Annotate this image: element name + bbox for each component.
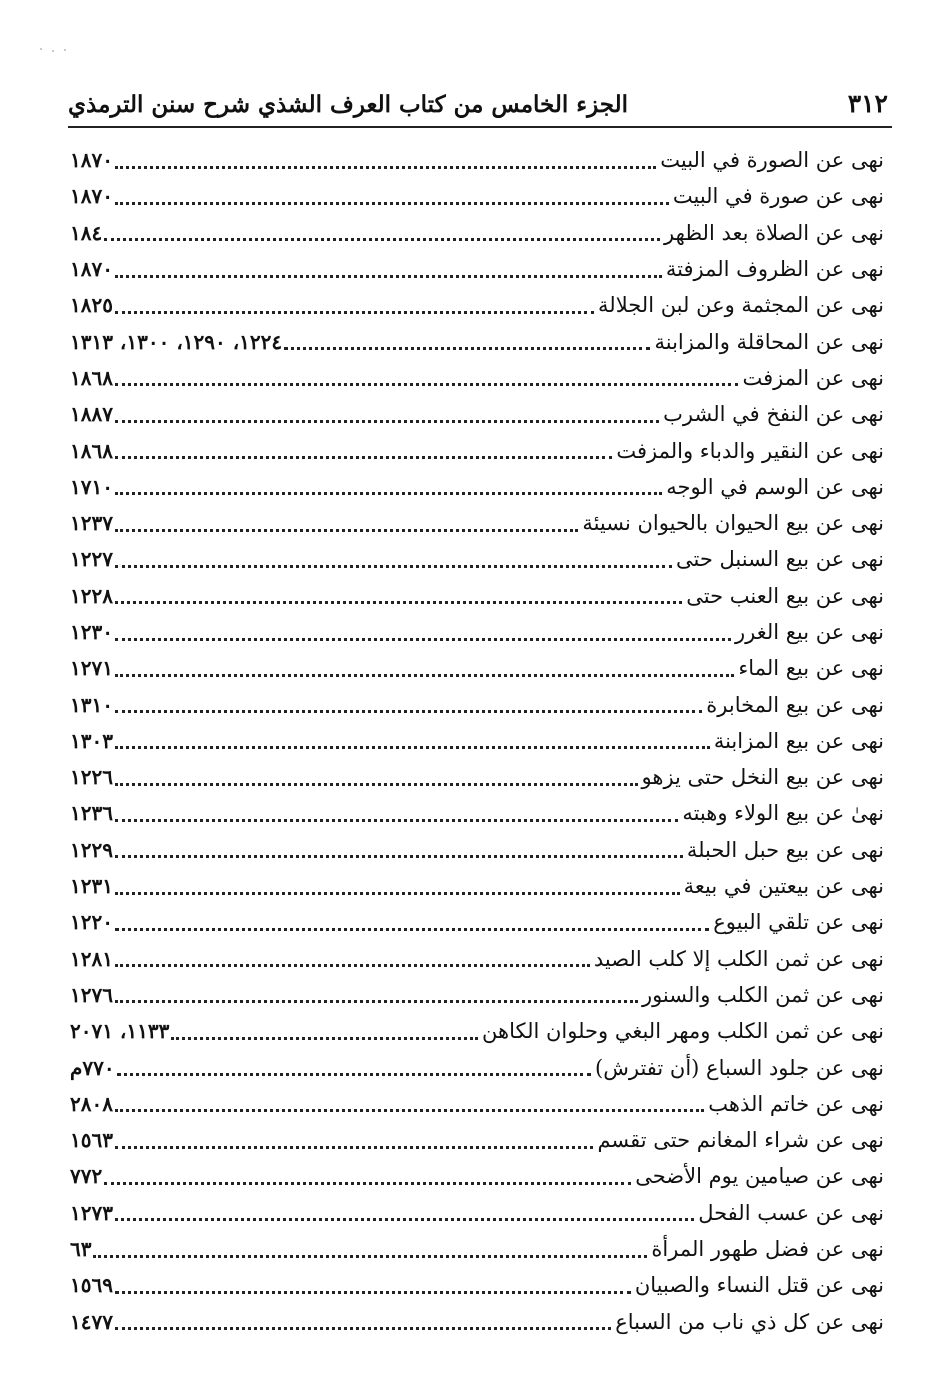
index-entry <box>70 868 884 904</box>
entry-text: نهى عن بيع العنب حتى <box>686 583 884 608</box>
entry-text: نهى عن بيعتين في بيعة <box>683 874 884 899</box>
index-entry <box>70 178 884 214</box>
index-entry <box>70 614 884 650</box>
entry-hadith-number: ١٢٢٦ <box>70 765 113 790</box>
dot-leader <box>115 275 662 278</box>
entry-text: نهى عن المزفت <box>742 365 884 390</box>
index-entry <box>70 1195 884 1231</box>
index-entry <box>70 432 884 468</box>
entry-hadith-number: ١٢٧٣ <box>70 1200 113 1225</box>
entry-hadith-number: ١٢٢٠ <box>70 910 113 935</box>
index-entry <box>70 1122 884 1158</box>
entry-hadith-number: ١٨٧٠ <box>70 184 113 209</box>
entry-hadith-number: ١٣١٠ <box>70 692 113 717</box>
dot-leader <box>115 710 702 713</box>
dot-leader <box>115 601 682 604</box>
entry-text: نهى عن صيامين يوم الأضحى <box>635 1164 884 1189</box>
dot-leader <box>115 964 590 967</box>
page-header <box>68 78 888 118</box>
index-entry <box>70 1086 884 1122</box>
index-entry <box>70 1231 884 1267</box>
entry-text: نهى عن المجثمة وعن لبن الجلالة <box>598 293 884 318</box>
entry-text: نهى عن ثمن الكلب والسنور <box>641 982 884 1007</box>
entry-hadith-number: ١١٣٣، ٢٠٧١ <box>70 1019 170 1044</box>
dot-leader <box>171 1037 478 1040</box>
entry-text: نهى عن بيع المزابنة <box>713 728 884 753</box>
entry-text: نهى عن ثمن الكلب ومهر البغي وحلوان الكاهن <box>482 1019 884 1044</box>
index-entry <box>70 578 884 614</box>
entry-hadith-number: ١٢٣٠ <box>70 620 113 644</box>
entry-text: نهى عن المحاقلة والمزابنة <box>654 329 884 354</box>
entry-hadith-number: ١٢٢٧ <box>70 547 113 572</box>
entry-hadith-number: ١٢٧١ <box>70 656 113 681</box>
dot-leader <box>115 1000 638 1003</box>
entry-text: نهى عن بيع الحيوان بالحيوان نسيئة <box>582 511 884 536</box>
entry-hadith-number: ٧٧٢ <box>70 1164 103 1189</box>
dot-leader <box>115 456 612 459</box>
entry-text: نهى عن الظروف المزفتة <box>665 257 884 282</box>
index-list <box>70 142 884 1340</box>
dot-leader <box>115 1109 704 1112</box>
entry-text: نهى عن بيع السنبل حتى <box>676 547 884 572</box>
entry-hadith-number: ١٢٣٧ <box>70 511 113 536</box>
dot-leader <box>115 638 731 641</box>
entry-hadith-number: ١٨٦٨ <box>70 365 113 390</box>
entry-hadith-number: ١٢٨١ <box>70 946 113 971</box>
entry-text: نهى عن ثمن الكلب إلا كلب الصيد <box>593 946 884 971</box>
header-rule <box>68 126 892 128</box>
index-entry <box>70 686 884 722</box>
index-entry <box>70 1304 884 1340</box>
running-title: الجزء الخامس من كتاب العرف الشذي شرح سنن الترمذي <box>68 91 629 118</box>
entry-hadith-number: ١٢٣١ <box>70 874 113 899</box>
dot-leader <box>115 529 578 532</box>
index-entry <box>70 795 884 831</box>
entry-text: نهى عن الصلاة بعد الظهر <box>664 220 884 245</box>
entry-hadith-number: ١٨٨٧ <box>70 402 113 427</box>
dot-leader <box>115 383 739 386</box>
entry-hadith-number: ٧٧٠م <box>70 1055 115 1080</box>
dot-leader <box>115 202 669 205</box>
index-entry <box>70 215 884 251</box>
index-entry <box>70 287 884 323</box>
index-entry <box>70 323 884 359</box>
index-entry <box>70 505 884 541</box>
dot-leader <box>115 311 594 314</box>
index-entry <box>70 1013 884 1049</box>
entry-hadith-number: ١٢٢٤، ١٢٩٠، ١٣٠٠، ١٣١٣ <box>70 329 283 354</box>
entry-hadith-number: ١٢٣٦ <box>70 801 113 826</box>
dot-leader <box>284 347 650 350</box>
entry-text: نهى عن فضل طهور المرأة <box>651 1237 884 1262</box>
entry-hadith-number: ٢٨٠٨ <box>70 1091 113 1116</box>
entry-hadith-number: ١٣٠٣ <box>70 728 113 753</box>
index-entry <box>70 360 884 396</box>
entry-text: نهى عن كل ذي ناب من السباع <box>615 1309 884 1334</box>
entry-hadith-number: ١٥٦٣ <box>70 1128 113 1153</box>
entry-text: نهى عن الصورة في البيت <box>660 148 884 173</box>
entry-text: نهى عن النفخ في الشرب <box>663 402 884 427</box>
entry-hadith-number: ١٢٢٨ <box>70 583 113 608</box>
entry-text: نهى عن جلود السباع (أن تفترش) <box>595 1055 884 1080</box>
entry-hadith-number: ١٨٢٥ <box>70 293 113 318</box>
dot-leader <box>115 928 709 931</box>
index-entry <box>70 469 884 505</box>
dot-leader <box>115 783 638 786</box>
index-entry <box>70 941 884 977</box>
entry-text: نهى عن قتل النساء والصبيان <box>634 1273 884 1298</box>
index-entry <box>70 1267 884 1303</box>
entry-text: نهى عن بيع الماء <box>738 656 884 681</box>
dot-leader <box>115 855 683 858</box>
dot-leader <box>115 1327 611 1330</box>
entry-text: نهى عن خاتم الذهب <box>708 1091 884 1116</box>
entry-hadith-number: ٦٣ <box>70 1237 92 1262</box>
entry-text: نهى عن بيع الغرر <box>734 620 884 644</box>
entry-hadith-number: ١٨٧٠ <box>70 148 113 173</box>
dot-leader <box>115 819 678 822</box>
dot-leader <box>115 166 656 169</box>
dot-leader <box>115 492 662 495</box>
index-entry <box>70 396 884 432</box>
entry-text: نهى عن بيع حبل الحبلة <box>686 837 884 862</box>
entry-hadith-number: ١٨٧٠ <box>70 257 113 282</box>
entry-hadith-number: ١٢٢٩ <box>70 837 113 862</box>
dot-leader <box>93 1255 647 1258</box>
index-entry <box>70 251 884 287</box>
index-entry <box>70 832 884 868</box>
dot-leader <box>104 238 660 241</box>
entry-text: نهى عن تلقي البيوع <box>713 910 884 935</box>
entry-hadith-number: ١٨٦٨ <box>70 438 113 463</box>
dot-leader <box>115 1146 593 1149</box>
index-entry <box>70 541 884 577</box>
entry-text: نهى عن عسب الفحل <box>698 1200 884 1225</box>
entry-hadith-number: ١٨٤ <box>70 220 103 245</box>
index-entry <box>70 1158 884 1194</box>
entry-hadith-number: ١٧١٠ <box>70 474 113 499</box>
index-entry <box>70 904 884 940</box>
entry-text: نهى عن النقير والدباء والمزفت <box>616 438 884 463</box>
entry-hadith-number: ١٤٧٧ <box>70 1309 113 1334</box>
entry-text: نهىٰ عن بيع الولاء وهبته <box>682 801 884 826</box>
index-entry <box>70 759 884 795</box>
dot-leader <box>115 420 659 423</box>
dot-leader <box>115 892 680 895</box>
index-entry <box>70 1049 884 1085</box>
entry-text: نهى عن الوسم في الوجه <box>666 474 884 499</box>
index-entry <box>70 977 884 1013</box>
dot-leader <box>115 1218 694 1221</box>
scan-speck <box>40 48 70 52</box>
entry-text: نهى عن بيع المخابرة <box>706 692 884 717</box>
dot-leader <box>117 1073 591 1076</box>
page-number: ٣١٢ <box>847 89 888 118</box>
entry-text: نهى عن شراء المغانم حتى تقسم <box>597 1128 884 1153</box>
entry-text: نهى عن بيع النخل حتى يزهو <box>641 765 884 790</box>
dot-leader <box>104 1182 631 1185</box>
index-entry <box>70 650 884 686</box>
dot-leader <box>115 746 710 749</box>
entry-text: نهى عن صورة في البيت <box>672 184 884 209</box>
entry-hadith-number: ١٥٦٩ <box>70 1273 113 1298</box>
index-entry <box>70 723 884 759</box>
dot-leader <box>115 1291 631 1294</box>
index-entry <box>70 142 884 178</box>
entry-hadith-number: ١٢٧٦ <box>70 982 113 1007</box>
dot-leader <box>115 565 672 568</box>
dot-leader <box>115 674 734 677</box>
